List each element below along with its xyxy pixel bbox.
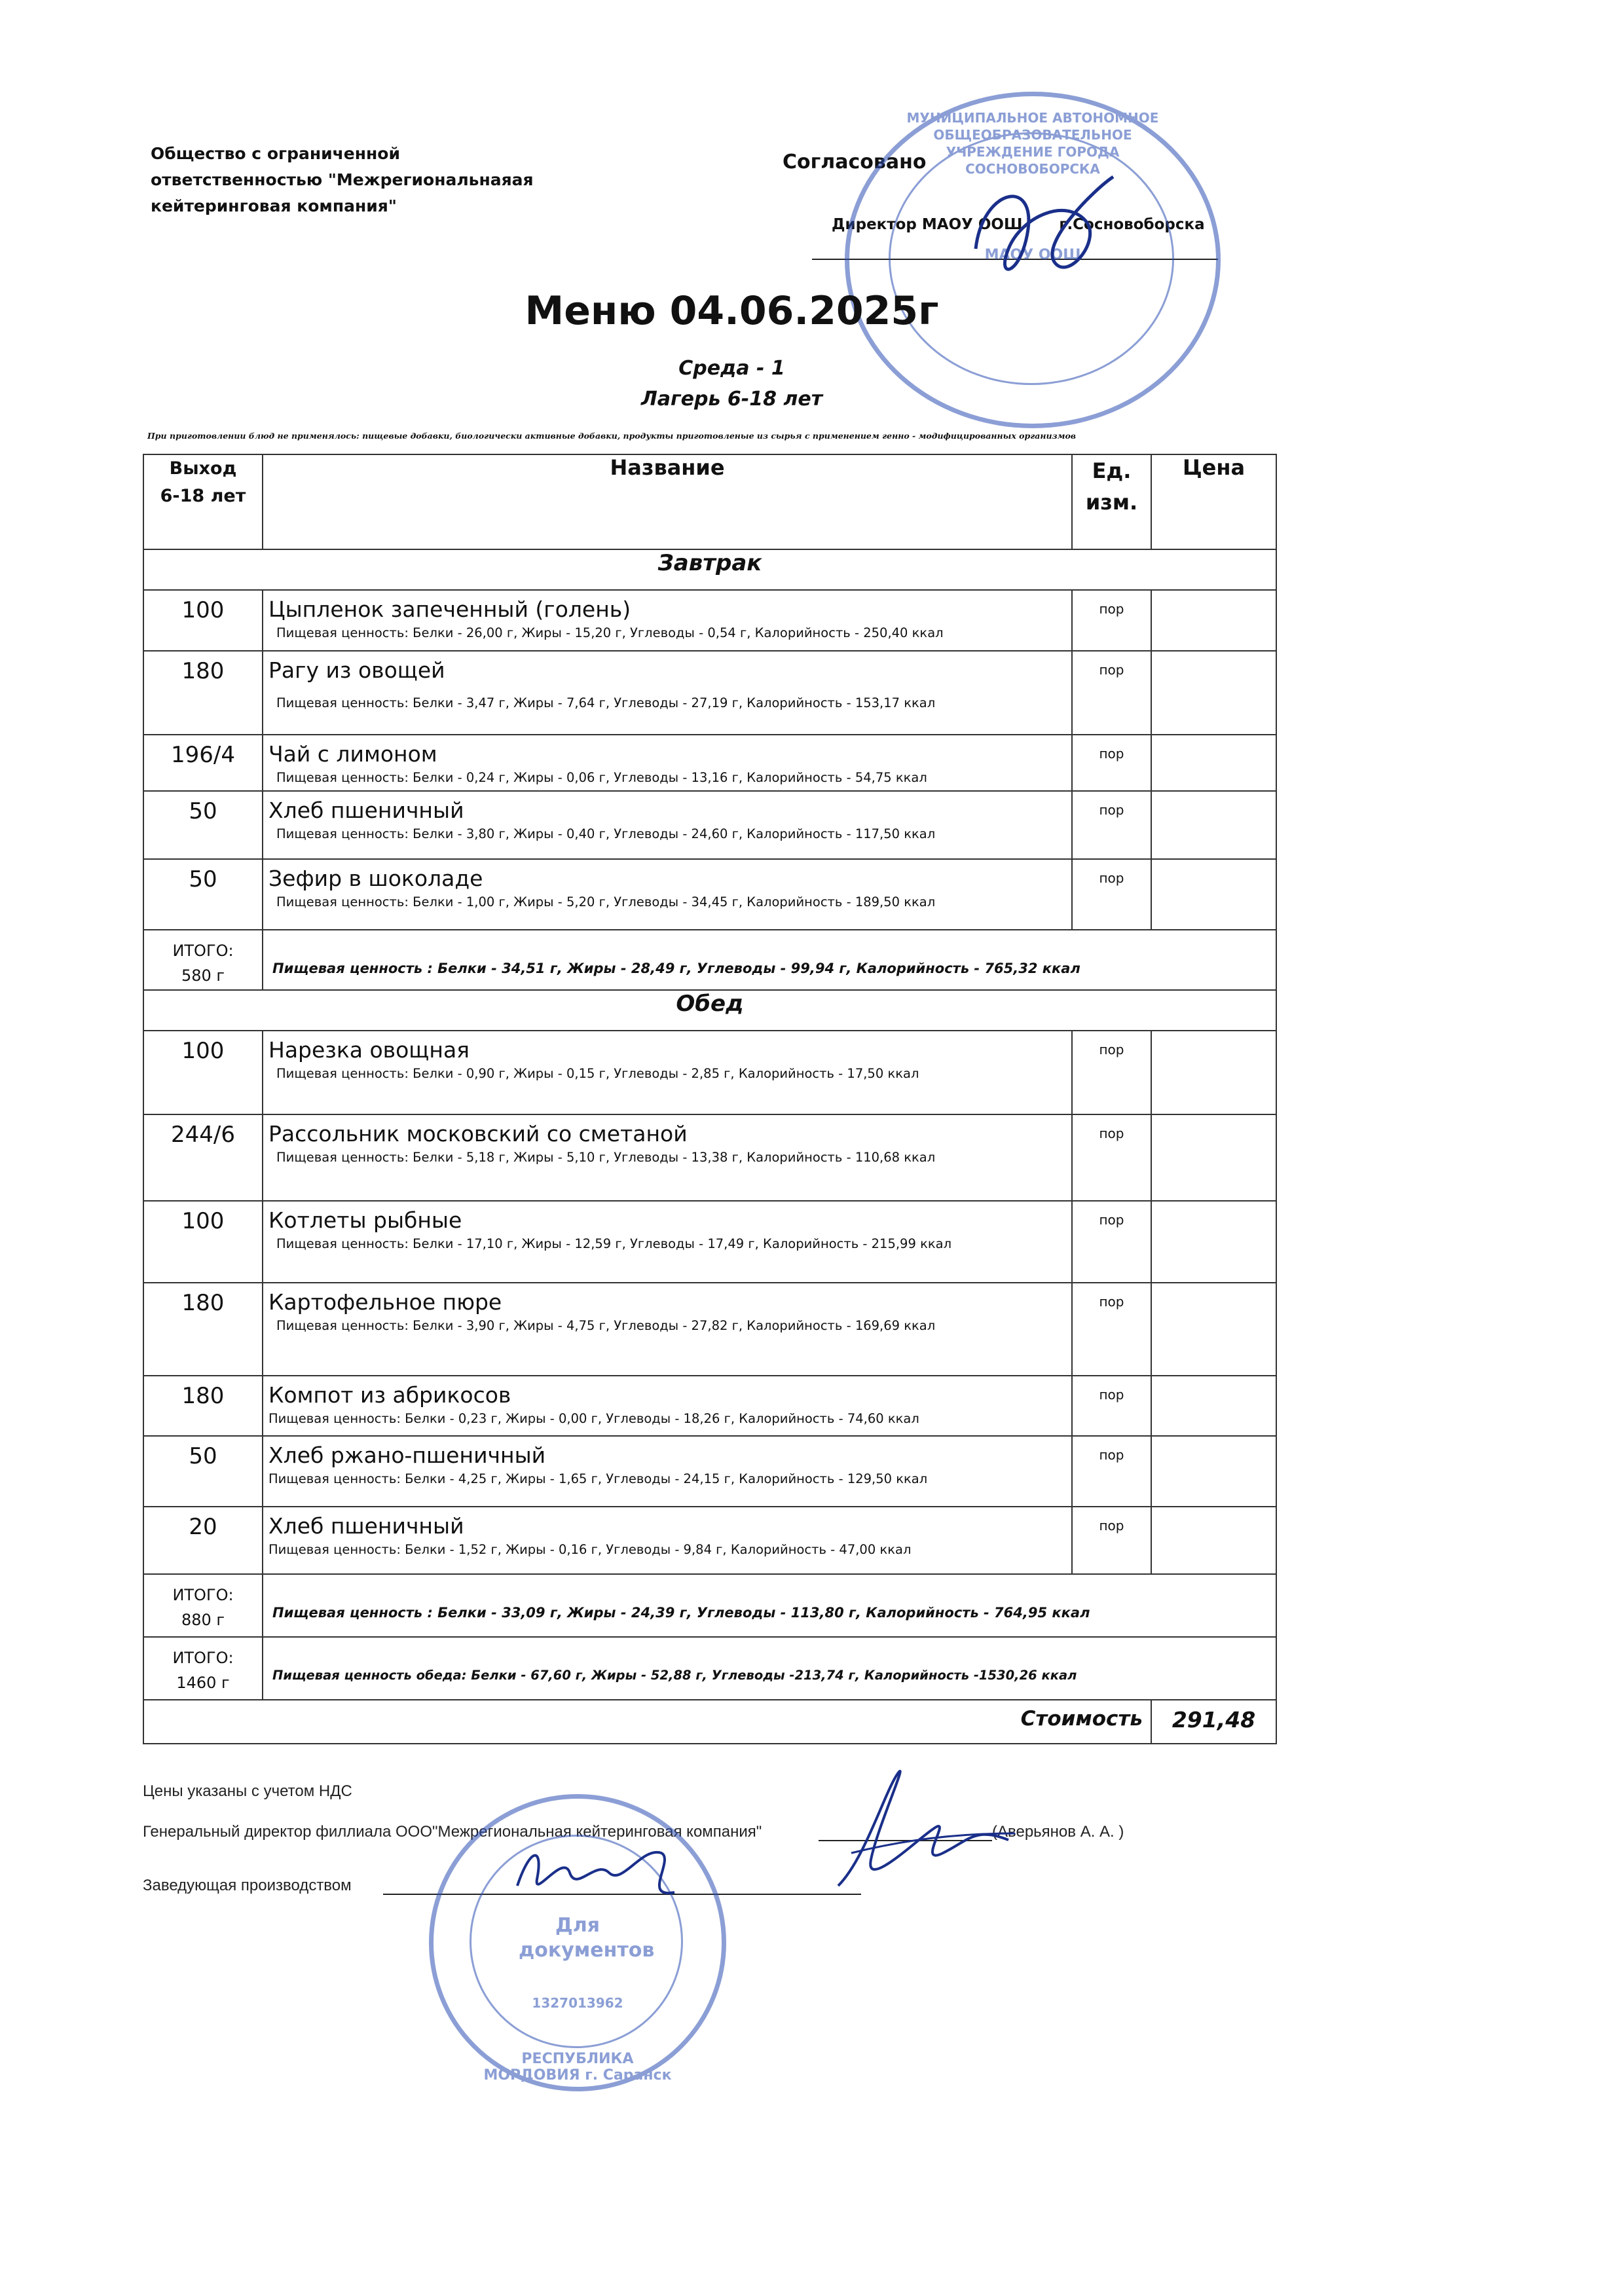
- item-output: 50: [143, 859, 263, 930]
- item-unit: пор: [1072, 1283, 1151, 1376]
- gmo-note: При приготовлении блюд не применялось: пищевые добавки, биологически активные добавки, продукты приготовленые из сырья с применением генно - модифицированных организмов: [147, 431, 1076, 441]
- lunch-total-row: [143, 1574, 1276, 1637]
- item-unit: пор: [1072, 1031, 1151, 1114]
- item-unit: пор: [1072, 1114, 1151, 1201]
- item-price: [1151, 859, 1276, 930]
- item-unit: пор: [1072, 735, 1151, 791]
- total-label: ИТОГО:: [172, 1649, 234, 1667]
- item-unit: пор: [1072, 1436, 1151, 1507]
- item-price: [1151, 651, 1276, 735]
- dish-name: Рассольник московский со сметаной: [268, 1121, 688, 1147]
- item-output: 180: [143, 1283, 263, 1376]
- nutrition-info: Пищевая ценность: Белки - 1,00 г, Жиры - 5,20 г, Углеводы - 34,45 г, Калорийность - 189,50 ккал: [276, 894, 936, 909]
- table-row: [143, 1376, 1276, 1436]
- day-total-row: [143, 1637, 1276, 1700]
- item-output: 180: [143, 1376, 263, 1436]
- table-row: [143, 1507, 1276, 1574]
- dish-name: Цыпленок запеченный (голень): [268, 597, 631, 622]
- nutrition-info: Пищевая ценность: Белки - 3,47 г, Жиры - 7,64 г, Углеводы - 27,19 г, Калорийность - 153,17 ккал: [276, 695, 936, 710]
- day-label: Среда - 1: [678, 357, 785, 380]
- dish-name: Картофельное пюре: [268, 1289, 502, 1315]
- header-output-age: 6-18 лет: [160, 486, 246, 506]
- organization-stamp-center: Для документов: [519, 1914, 655, 1962]
- item-price: [1151, 1201, 1276, 1283]
- item-unit: пор: [1072, 590, 1151, 651]
- total-label: ИТОГО:: [172, 1586, 234, 1604]
- item-unit: пор: [1072, 791, 1151, 859]
- item-output: 50: [143, 791, 263, 859]
- nutrition-info: Пищевая ценность: Белки - 0,23 г, Жиры - 0,00 г, Углеводы - 18,26 г, Калорийность - 74,60 ккал: [268, 1411, 919, 1426]
- organization-stamp-text: РЕСПУБЛИКА МОРДОВИЯ г. Саранск: [483, 2051, 672, 2084]
- org-line-2: ответственностью "Межрегиональнаяая: [151, 170, 534, 189]
- total-weight: 880 г: [181, 1611, 225, 1629]
- item-name-cell: [263, 1031, 1072, 1114]
- nutrition-info: Пищевая ценность: Белки - 5,18 г, Жиры - 5,10 г, Углеводы - 13,38 г, Калорийность - 110,68 ккал: [276, 1150, 936, 1165]
- table-row: [143, 590, 1276, 651]
- item-price: [1151, 590, 1276, 651]
- vat-note: Цены указаны с учетом НДС: [143, 1782, 352, 1800]
- breakfast-total-row: [143, 930, 1276, 990]
- table-row: [143, 791, 1276, 859]
- item-price: [1151, 1376, 1276, 1436]
- item-output: 100: [143, 1031, 263, 1114]
- dish-name: Рагу из овощей: [268, 657, 445, 683]
- header-output-label: Выход: [169, 458, 237, 479]
- table-header: [143, 454, 1276, 549]
- nutrition-info: Пищевая ценность: Белки - 0,90 г, Жиры - 0,15 г, Углеводы - 2,85 г, Калорийность - 17,50 ккал: [276, 1066, 919, 1081]
- production-head-label: Заведующая производством: [143, 1877, 352, 1894]
- item-output: 50: [143, 1436, 263, 1507]
- header-name: Название: [263, 454, 1072, 549]
- table-row: [143, 1114, 1276, 1201]
- item-name-cell: [263, 1376, 1072, 1436]
- section-breakfast: Завтрак: [143, 549, 1276, 590]
- item-unit: пор: [1072, 859, 1151, 930]
- item-unit: пор: [1072, 1507, 1151, 1574]
- nutrition-info: Пищевая ценность: Белки - 17,10 г, Жиры - 12,59 г, Углеводы - 17,49 г, Калорийность - 215,99 ккал: [276, 1236, 952, 1251]
- cost-value: 291,48: [1151, 1700, 1276, 1744]
- breakfast-total-label: [143, 930, 263, 990]
- total-label: ИТОГО:: [172, 942, 234, 960]
- header-price: Цена: [1151, 454, 1276, 549]
- item-output: 196/4: [143, 735, 263, 791]
- item-price: [1151, 1283, 1276, 1376]
- item-price: [1151, 1031, 1276, 1114]
- camp-label: Лагерь 6-18 лет: [640, 388, 823, 411]
- item-unit: пор: [1072, 651, 1151, 735]
- item-name-cell: [263, 791, 1072, 859]
- header-unit-label2: изм.: [1085, 490, 1138, 515]
- dish-name: Компот из абрикосов: [268, 1382, 511, 1408]
- org-line-3: кейтеринговая компания": [151, 196, 397, 215]
- nutrition-info: Пищевая ценность: Белки - 3,90 г, Жиры - 4,75 г, Углеводы - 27,82 г, Калорийность - 169,69 ккал: [276, 1318, 936, 1333]
- table-row: [143, 859, 1276, 930]
- cost-label: Стоимость: [143, 1700, 1151, 1744]
- item-price: [1151, 735, 1276, 791]
- school-stamp-text: МУНИЦИПАЛЬНОЕ АВТОНОМНОЕ ОБЩЕОБРАЗОВАТЕЛЬНОЕ УЧРЕЖДЕНИЕ ГОРОДА СОСНОВОБОРСКА: [906, 110, 1159, 177]
- cost-row: [143, 1700, 1276, 1744]
- nutrition-info: Пищевая ценность: Белки - 26,00 г, Жиры - 15,20 г, Углеводы - 0,54 г, Калорийность - 250,40 ккал: [276, 625, 944, 640]
- table-row: [143, 735, 1276, 791]
- general-director-label: Генеральный директор филлиала ООО"Межрегиональная кейтеринговая компания": [143, 1823, 762, 1841]
- item-name-cell: [263, 1507, 1072, 1574]
- item-name-cell: [263, 590, 1072, 651]
- item-name-cell: [263, 859, 1072, 930]
- dish-name: Хлеб пшеничный: [268, 1513, 464, 1539]
- item-output: 244/6: [143, 1114, 263, 1201]
- item-unit: пор: [1072, 1201, 1151, 1283]
- organization-stamp-number: 1327013962: [532, 1995, 623, 2011]
- nutrition-info: Пищевая ценность: Белки - 1,52 г, Жиры - 0,16 г, Углеводы - 9,84 г, Калорийность - 47,00 ккал: [268, 1542, 912, 1557]
- day-total-label: [143, 1637, 263, 1700]
- org-line-1: Общество с ограниченной: [151, 144, 400, 163]
- table-row: [143, 1031, 1276, 1114]
- item-price: [1151, 1436, 1276, 1507]
- nutrition-info: Пищевая ценность: Белки - 3,80 г, Жиры - 0,40 г, Углеводы - 24,60 г, Калорийность - 117,50 ккал: [276, 826, 936, 841]
- item-name-cell: [263, 651, 1072, 735]
- breakfast-total-nutrition: Пищевая ценность : Белки - 34,51 г, Жиры - 28,49 г, Углеводы - 99,94 г, Калорийность - 765,32 ккал: [263, 930, 1276, 990]
- day-total-nutrition: Пищевая ценность обеда: Белки - 67,60 г, Жиры - 52,88 г, Углеводы -213,74 г, Калорийность -1530,26 ккал: [263, 1637, 1276, 1700]
- item-name-cell: [263, 735, 1072, 791]
- item-price: [1151, 791, 1276, 859]
- dish-name: Хлеб пшеничный: [268, 798, 464, 823]
- lunch-total-nutrition: Пищевая ценность : Белки - 33,09 г, Жиры - 24,39 г, Углеводы - 113,80 г, Калорийность - 764,95 ккал: [263, 1574, 1276, 1637]
- section-lunch: Обед: [143, 990, 1276, 1031]
- dish-name: Котлеты рыбные: [268, 1207, 462, 1233]
- item-price: [1151, 1114, 1276, 1201]
- nutrition-info: Пищевая ценность: Белки - 0,24 г, Жиры - 0,06 г, Углеводы - 13,16 г, Калорийность - 54,75 ккал: [276, 770, 927, 785]
- item-name-cell: [263, 1283, 1072, 1376]
- dish-name: Нарезка овощная: [268, 1037, 470, 1063]
- item-output: 100: [143, 1201, 263, 1283]
- school-stamp-center: МАОУ ООШ: [984, 247, 1081, 263]
- lunch-total-label: [143, 1574, 263, 1637]
- dish-name: Хлеб ржано-пшеничный: [268, 1442, 546, 1468]
- item-name-cell: [263, 1201, 1072, 1283]
- header-unit: [1072, 454, 1151, 549]
- header-output: [143, 454, 263, 549]
- total-weight: 580 г: [181, 966, 225, 985]
- organization-name: [151, 141, 557, 219]
- general-director-signature: [825, 1755, 1022, 1912]
- menu-table: [143, 454, 1277, 1744]
- menu-title: Меню 04.06.2025г: [525, 288, 939, 334]
- item-name-cell: [263, 1114, 1072, 1201]
- item-output: 180: [143, 651, 263, 735]
- dish-name: Чай с лимоном: [268, 741, 437, 767]
- general-director-name: (Аверьянов А. А. ): [992, 1823, 1124, 1841]
- item-price: [1151, 1507, 1276, 1574]
- item-name-cell: [263, 1436, 1072, 1507]
- item-output: 100: [143, 590, 263, 651]
- dish-name: Зефир в шоколаде: [268, 866, 483, 891]
- table-row: [143, 1436, 1276, 1507]
- nutrition-info: Пищевая ценность: Белки - 4,25 г, Жиры - 1,65 г, Углеводы - 24,15 г, Калорийность - 129,50 ккал: [268, 1471, 928, 1486]
- table-row: [143, 1201, 1276, 1283]
- header-unit-label: Ед.: [1092, 458, 1132, 483]
- table-row: [143, 1283, 1276, 1376]
- table-row: [143, 651, 1276, 735]
- production-head-signature: [511, 1833, 681, 1919]
- director-line: Директор МАОУ ООШ г.Сосновоборска: [832, 216, 1205, 233]
- approved-label: Согласовано: [783, 151, 927, 174]
- item-unit: пор: [1072, 1376, 1151, 1436]
- total-weight: 1460 г: [176, 1674, 230, 1692]
- item-output: 20: [143, 1507, 263, 1574]
